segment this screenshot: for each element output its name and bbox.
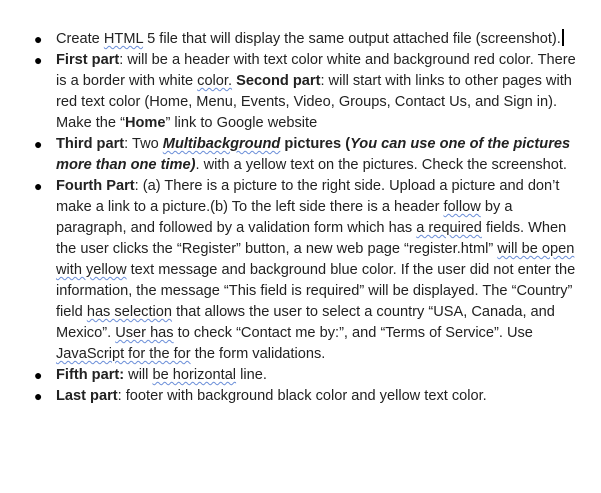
bullet-icon: ●: [34, 388, 43, 404]
bullet-icon: ●: [34, 52, 43, 68]
spell-check-text: will be open with yellow: [56, 241, 575, 278]
item-label: Last part: [56, 388, 118, 404]
spell-check-text: be horizontal: [152, 367, 237, 383]
item-text: Create: [56, 31, 104, 47]
item-text: : Two: [124, 136, 163, 152]
list-item: [34, 134, 582, 176]
bullet-icon: ●: [34, 31, 43, 47]
item-text: will: [124, 367, 153, 383]
item-text: : footer with background black color and yellow text color.: [117, 388, 487, 404]
list-item: [34, 50, 582, 134]
bullet-icon: ●: [34, 178, 43, 194]
item-text: text message and background blue color. If the user did not enter the information, the message “This field is required” will be displayed. The “Country” field: [56, 262, 576, 320]
item-emphasis: You can use one of the pictures more than one time): [56, 136, 571, 173]
item-text: fields. When the user clicks the “Register” button, a new web page “register.html”: [56, 220, 567, 257]
item-text: : will be a header with text color white and background red color. There is a border with white: [56, 52, 576, 89]
item-text: screenshot).: [480, 31, 561, 47]
spell-check-text: Multibackground: [162, 136, 281, 152]
item-label: Second part: [236, 73, 321, 89]
item-text: 5 file that will display the same output attached file (: [143, 31, 481, 47]
item-text: : (a) There is a picture to the right side. Upload a picture and don’t make a link to a picture.(b) To the left side there is a header: [56, 178, 560, 215]
spell-check-text: a required: [416, 220, 482, 236]
item-label: First part: [56, 52, 120, 68]
spell-check-text: color.: [197, 73, 233, 89]
instruction-list: [34, 29, 582, 407]
spell-check-text: HTML: [103, 31, 144, 47]
item-emphasis: Home: [124, 115, 166, 131]
spell-check-text: follow: [443, 199, 481, 215]
item-label: Third part: [56, 136, 125, 152]
item-text: ” link to Google website: [165, 115, 318, 131]
bullet-icon: ●: [34, 367, 43, 383]
item-text: that allows the user to select a country “USA, Canada, and Mexico”.: [56, 304, 555, 341]
item-text: the form validations.: [190, 346, 326, 362]
list-item: [34, 176, 582, 365]
item-label: Fourth Part: [56, 178, 135, 194]
list-item: [34, 386, 582, 407]
spell-check-text: JavaScript for the for: [56, 346, 191, 362]
item-text: to check “Contact me by:”, and “Terms of Service”. Use: [173, 325, 533, 341]
item-text: : will start with links to other pages with red text color (Home, Menu, Events, Video, Groups, Contact Us, and Sign in). Make the “: [56, 73, 572, 131]
list-item: [34, 29, 582, 50]
item-label: Fifth part:: [56, 367, 125, 383]
item-text: line.: [236, 367, 267, 383]
text-cursor: [562, 29, 564, 46]
item-text: by a paragraph, and followed by a validation form which has: [56, 199, 513, 236]
bullet-icon: ●: [34, 136, 43, 152]
spell-check-text: has selection: [86, 304, 173, 320]
spell-check-text: User has: [115, 325, 174, 341]
item-text: . with a yellow text on the pictures. Check the screenshot.: [195, 157, 567, 173]
list-item: [34, 365, 582, 386]
item-text: pictures (: [280, 136, 351, 152]
